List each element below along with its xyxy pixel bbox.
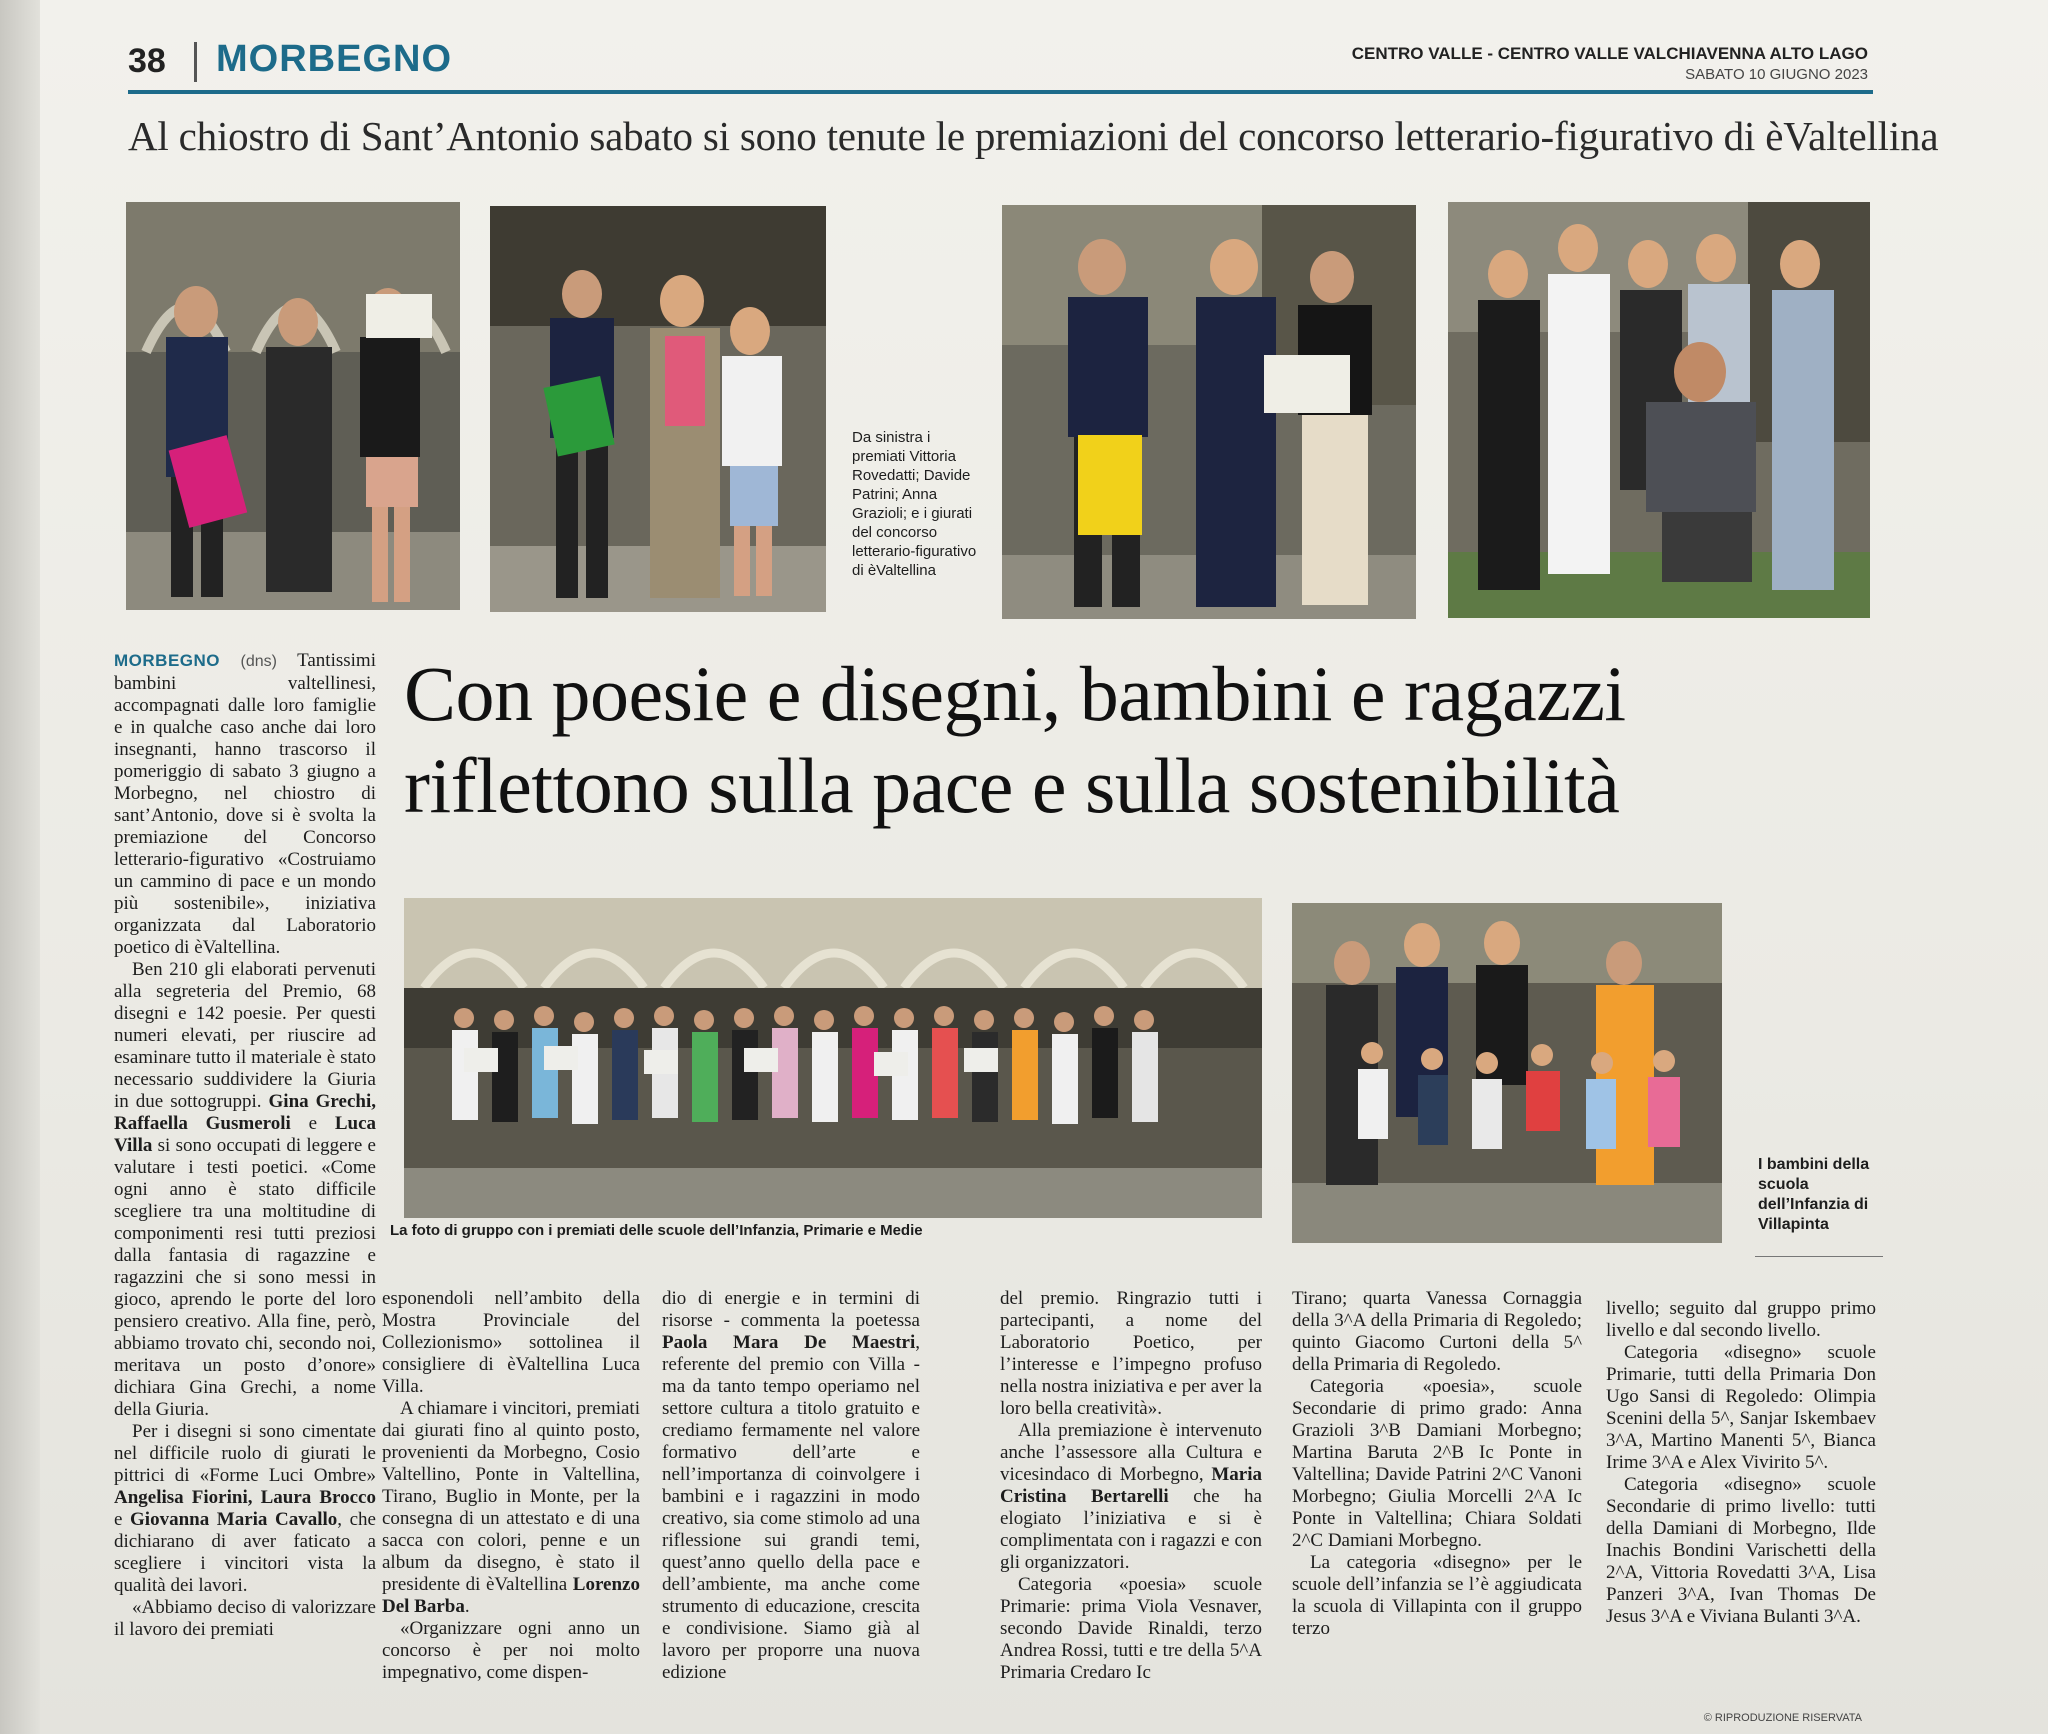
photo-awardees-3 bbox=[1002, 205, 1416, 619]
caption-rule bbox=[1755, 1256, 1883, 1257]
paragraph: Tirano; quarta Vanessa Cornaggia della 3^A della Primaria di Regoledo; quinto Giacomo Curtoni della 5^ della Primaria di Regoledo. bbox=[1292, 1288, 1582, 1375]
page-header bbox=[128, 36, 1868, 92]
paragraph: del premio. Ringrazio tutti i partecipanti, a nome del Laboratorio Poetico, per l’interesse e l’impegno profuso nella nostra iniziativa e per aver la loro bella creatività». bbox=[1000, 1288, 1262, 1419]
kicker: Al chiostro di Sant’Antonio sabato si sono tenute le premiazioni del concorso letterario-figurativo di èValtellina bbox=[128, 113, 1939, 159]
paragraph: «Abbiamo deciso di valorizzare il lavoro dei premiati bbox=[114, 1597, 376, 1640]
lead-paragraph bbox=[114, 650, 376, 959]
paragraph: Ben 210 gli elaborati pervenuti alla segreteria del Premio, 68 disegni e 142 poesie. Per questi numeri elevati, per riuscire ad esaminare tutto il materiale è stato necessario suddividere la Giuria in due sottogruppi. Gina Grechi, Raffaella Gusmeroli e Luca Villa si sono occupati di leggere e valutare i testi poetici. «Come ogni anno è stato difficile scegliere tra una moltitudine di componimenti resi tutti preziosi dalla fantasia di ragazzine e ragazzini che si sono messi in gioco, aprendo le porte del loro pensiero creativo. Alla fine, però, abbiamo trovato chi, secondo noi, meritava un posto d’onore» dichiara Gina Grechi, a nome della Giuria. bbox=[114, 959, 376, 1420]
article-column-4 bbox=[1000, 1288, 1262, 1698]
section-title: MORBEGNO bbox=[216, 38, 452, 80]
photo-caption-villapinta: I bambini della scuola dell’Infanzia di Villapinta bbox=[1758, 1156, 1870, 1233]
header-rule bbox=[128, 90, 1873, 94]
paragraph: Alla premiazione è intervenuto anche l’assessore alla Cultura e vicesindaco di Morbegno, Maria Cristina Bertarelli che ha elogiato l’iniziativa e si è complimentata con i ragazzi e con gli organizzatori. bbox=[1000, 1420, 1262, 1573]
article-column-1 bbox=[114, 650, 376, 1700]
paragraph: Categoria «poesia», scuole Secondarie di primo grado: Anna Grazioli 3^B Damiani Morbegno; Martina Baruta 2^B Ic Ponte in Valtellina; Davide Patrini 2^C Vanoni Morbegno; Giulia Morcelli 2^A Ic Ponte in Valtellina; Chiara Soldati 2^C Damiani Morbegno. bbox=[1292, 1376, 1582, 1551]
headline-line-1: Con poesie e disegni, bambini e ragazzi bbox=[404, 650, 1626, 737]
photo-group bbox=[404, 898, 1262, 1218]
photo-caption-top: Da sinistra i premiati Vittoria Rovedatti; Davide Patrini; Anna Grazioli; e i giurati del concorso letterario-figurativo di èValtellina bbox=[852, 429, 977, 579]
header-divider bbox=[194, 42, 197, 82]
lead-text: Tantissimi bambini valtellinesi, accompagnati dalle loro famiglie e in qualche caso anche dai loro insegnanti, hanno trascorso il pomeriggio di sabato 3 giugno a Morbegno, nel chiostro di sant’Antonio, dove si è svolta la premiazione del Concorso letterario-figurativo «Costruiamo un cammino di pace e un mondo più sostenibile», iniziativa organizzata dal Laboratorio poetico di èValtellina. bbox=[114, 650, 376, 958]
photo-awardees-1 bbox=[126, 202, 460, 610]
photo-villapinta bbox=[1292, 903, 1722, 1243]
paragraph: Categoria «disegno» scuole Secondarie di primo livello: tutti della Damiani di Morbegno, Ilde Inachis Bondini Varischetti della 2^A, Vittoria Rovedatti 3^A, Lisa Panzeri 3^A, Ivan Thomas De Jesus 3^A e Viviana Bulanti 3^A. bbox=[1606, 1474, 1876, 1627]
paragraph: dio di energie e in termini di risorse - commenta la poetessa Paola Mara De Maestri, referente del premio con Villa - ma da tanto tempo operiamo nel settore cultura a titolo gratuito e crediamo fermamente nel valore formativo dell’arte e nell’importanza di coinvolgere i bambini e i ragazzini in modo creativo, sia come stimolo ad una riflessione sui grandi temi, quest’anno quello della pace e dell’ambiente, ma anche come strumento di educazione, crescita e condivisione. Siamo già al lavoro per proporre una nuova edizione bbox=[662, 1288, 920, 1683]
photo-jurors bbox=[1448, 202, 1870, 618]
page-number: 38 bbox=[128, 42, 166, 80]
headline-line-2: riflettono sulla pace e sulla sostenibilità bbox=[404, 742, 1620, 829]
copyright-notice: © RIPRODUZIONE RISERVATA bbox=[1703, 1712, 1862, 1724]
paragraph: A chiamare i vincitori, premiati dai giurati fino al quinto posto, provenienti da Morbegno, Cosio Valtellino, Ponte in Valtellina, Tirano, Buglio in Monte, per la consegna di un attestato e di una sacca con colori, penne e un album da disegno, è stato il presidente di èValtellina Lorenzo Del Barba. bbox=[382, 1398, 640, 1617]
article-column-2 bbox=[382, 1288, 640, 1698]
paragraph: La categoria «disegno» per le scuole dell’infanzia se l’è aggiudicata la scuola di Villapinta con il gruppo terzo bbox=[1292, 1552, 1582, 1639]
article-column-3 bbox=[662, 1288, 920, 1698]
paragraph: esponendoli nell’ambito della Mostra Provinciale del Collezionismo» sottolinea il consigliere di èValtellina Luca Villa. bbox=[382, 1288, 640, 1397]
paragraph: livello; seguito dal gruppo primo livello e dal secondo livello. bbox=[1606, 1298, 1876, 1341]
paragraph: «Organizzare ogni anno un concorso è per noi molto impegnativo, come dispen- bbox=[382, 1618, 640, 1683]
edition-name: CENTRO VALLE - CENTRO VALLE VALCHIAVENNA ALTO LAGO bbox=[1351, 44, 1868, 63]
article-column-5 bbox=[1292, 1288, 1582, 1698]
page-spine bbox=[0, 0, 40, 1734]
headline bbox=[404, 648, 1874, 832]
paragraph: Categoria «poesia» scuole Primarie: prima Viola Vesnaver, secondo Davide Rinaldi, terzo Andrea Rossi, tutti e tre della 5^A Primaria Credaro Ic bbox=[1000, 1574, 1262, 1683]
article-column-6 bbox=[1606, 1298, 1876, 1698]
dateline: MORBEGNO bbox=[114, 651, 220, 670]
photo-caption-group: La foto di gruppo con i premiati delle scuole dell’Infanzia, Primarie e Medie bbox=[390, 1222, 923, 1239]
paragraph: Categoria «disegno» scuole Primarie, tutti della Primaria Don Ugo Sansi di Regoledo: Olimpia Scenini della 5^, Sanjar Iskembaev 3^A, Martino Manenti 5^, Bianca Irime 3^A e Alex Vivirito 5^. bbox=[1606, 1342, 1876, 1473]
byline: (dns) bbox=[240, 653, 277, 670]
issue-date: SABATO 10 GIUGNO 2023 bbox=[1685, 66, 1868, 83]
paragraph: Per i disegni si sono cimentate nel difficile ruolo di giurati le pittrici di «Forme Luci Ombre» Angelisa Fiorini, Laura Brocco e Giovanna Maria Cavallo, che dichiarano di aver faticato a scegliere i vincitori vista la qualità dei lavori. bbox=[114, 1421, 376, 1596]
photo-awardees-2 bbox=[490, 206, 826, 612]
